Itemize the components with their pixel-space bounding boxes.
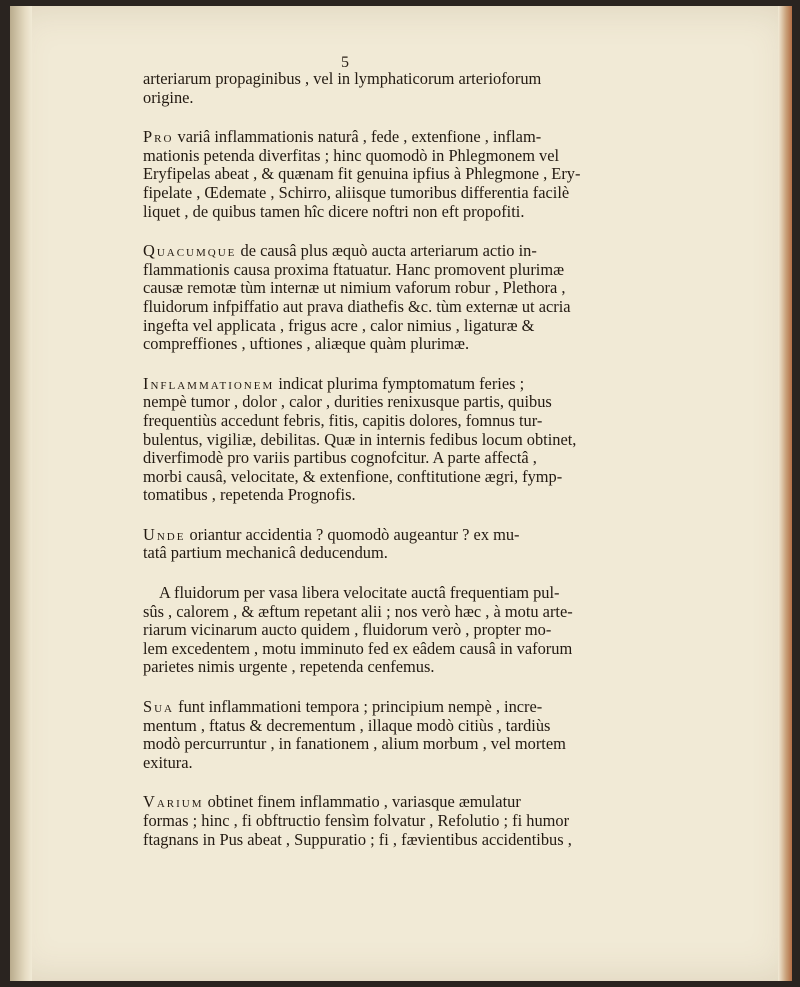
line-text: bulentus, vigiliæ, debilitas. Quæ in internis fedibus locum obtinet, [143, 429, 577, 449]
line-text: origine. [143, 87, 194, 107]
text-line [143, 698, 771, 717]
line-text: variâ inflammationis naturâ , fede , extenfione , inflam- [173, 127, 542, 147]
text-line [143, 298, 771, 317]
text-line [143, 793, 771, 812]
book-cover-edge [778, 6, 792, 981]
text-line [143, 486, 771, 505]
text-line [143, 831, 771, 850]
text-line [143, 279, 771, 298]
text-line [143, 640, 771, 659]
line-text: oriantur accidentia ? quomodò augeantur ? ex mu- [185, 524, 520, 544]
text-line [143, 468, 771, 487]
paragraph [143, 526, 771, 563]
line-text: parietes nimis urgente , repetenda cenfemus. [143, 657, 435, 677]
line-text: liquet , de quibus tamen hîc dicere noftri non eft propofiti. [143, 201, 525, 221]
paragraph [143, 698, 771, 772]
text-line [143, 70, 771, 89]
text-line [143, 128, 771, 147]
line-text: compreffiones , uftiones , aliæque quàm plurimæ. [143, 334, 470, 354]
line-text: diverfimodè pro variis partibus cognofcitur. A parte affectâ , [143, 448, 537, 468]
line-text: obtinet finem inflammatio , variasque æmulatur [203, 792, 521, 812]
line-text: mentum , ftatus & decrementum , illaque modò citiùs , tardiùs [143, 715, 551, 735]
page-gutter-shadow [10, 6, 32, 981]
paragraph [143, 128, 771, 221]
text-line [143, 242, 771, 261]
text-line [143, 89, 771, 108]
text-line [143, 603, 771, 622]
text-line [143, 393, 771, 412]
line-text: causæ remotæ tùm internæ ut nimium vaforum robur , Plethora , [143, 278, 566, 298]
line-text: de causâ plus æquò aucta arteriarum actio in- [236, 241, 537, 261]
page-body [143, 70, 771, 870]
line-text: nempè tumor , dolor , calor , durities renixusque partis, quibus [143, 392, 552, 412]
line-text: funt inflammationi tempora ; principium nempè , incre- [174, 697, 543, 717]
text-line [143, 717, 771, 736]
line-text: morbi causâ, velocitate, & extenfione, conftitutione ægri, fymp- [143, 466, 563, 486]
line-text: sûs , calorem , & æftum repetant alii ; nos verò hæc , à motu arte- [143, 601, 573, 621]
text-line [143, 184, 771, 203]
text-line [143, 335, 771, 354]
paragraph [143, 584, 771, 677]
text-line [143, 375, 771, 394]
line-text: ingefta vel applicata , frigus acre , calor nimius , ligaturæ & [143, 315, 535, 335]
line-text: tatâ partium mechanicâ deducendum. [143, 543, 388, 563]
text-line [143, 735, 771, 754]
text-line [143, 412, 771, 431]
paragraph [143, 70, 771, 107]
line-text: frequentiùs accedunt febris, fitis, capitis dolores, fomnus tur- [143, 410, 543, 430]
line-text: fipelate , Œdemate , Schirro, aliisque tumoribus differentia facilè [143, 182, 570, 202]
line-text: tomatibus , repetenda Prognofis. [143, 485, 356, 505]
text-line [143, 147, 771, 166]
line-text: indicat plurima fymptomatum feries ; [274, 373, 525, 393]
text-line [143, 431, 771, 450]
text-line [143, 658, 771, 677]
text-line [143, 165, 771, 184]
text-line [143, 526, 771, 545]
line-text: mationis petenda diverfitas ; hinc quomodò in Phlegmonem vel [143, 145, 560, 165]
book-page [10, 6, 792, 981]
paragraph [143, 793, 771, 849]
paragraph-lead-word: Unde [143, 524, 186, 544]
text-line [143, 449, 771, 468]
page-number: 5 [341, 54, 349, 71]
text-line [143, 584, 771, 603]
line-text: fluidorum infpiffatio aut prava diathefis &c. tùm externæ ut acria [143, 296, 571, 316]
line-text: ftagnans in Pus abeat , Suppuratio ; fi , fævientibus accidentibus , [143, 829, 572, 849]
text-line [143, 754, 771, 773]
text-line [143, 621, 771, 640]
line-text: arteriarum propaginibus , vel in lymphaticorum arterioforum [143, 69, 542, 88]
line-text: Eryfipelas abeat , & quænam fit genuina ipfius à Phlegmone , Ery- [143, 164, 581, 184]
paragraph-lead-word: Inflammationem [143, 373, 275, 393]
text-line [143, 812, 771, 831]
paragraph-lead-word: Pro [143, 127, 174, 147]
line-text: lem excedentem , motu imminuto fed ex eâdem causâ in vaforum [143, 638, 573, 658]
paragraph-lead-word: Sua [143, 697, 175, 717]
line-text: modò percurruntur , in fanationem , alium morbum , vel mortem [143, 734, 566, 754]
paragraph-lead-word: Varium [143, 792, 204, 812]
paragraph [143, 375, 771, 505]
line-text: formas ; hinc , fi obftructio fensìm folvatur , Refolutio ; fi humor [143, 811, 570, 830]
text-line [143, 317, 771, 336]
line-text: flammationis causa proxima ftatuatur. Hanc promovent plurimæ [143, 259, 565, 279]
line-text: A fluidorum per vasa libera velocitate auctâ frequentiam pul- [159, 583, 560, 603]
paragraph [143, 242, 771, 354]
line-text: exitura. [143, 752, 193, 772]
line-text: riarum vicinarum aucto quidem , fluidorum verò , propter mo- [143, 620, 552, 640]
text-line [143, 544, 771, 563]
paragraph-lead-word: Quacumque [143, 241, 237, 261]
text-line [143, 261, 771, 280]
text-line [143, 203, 771, 222]
